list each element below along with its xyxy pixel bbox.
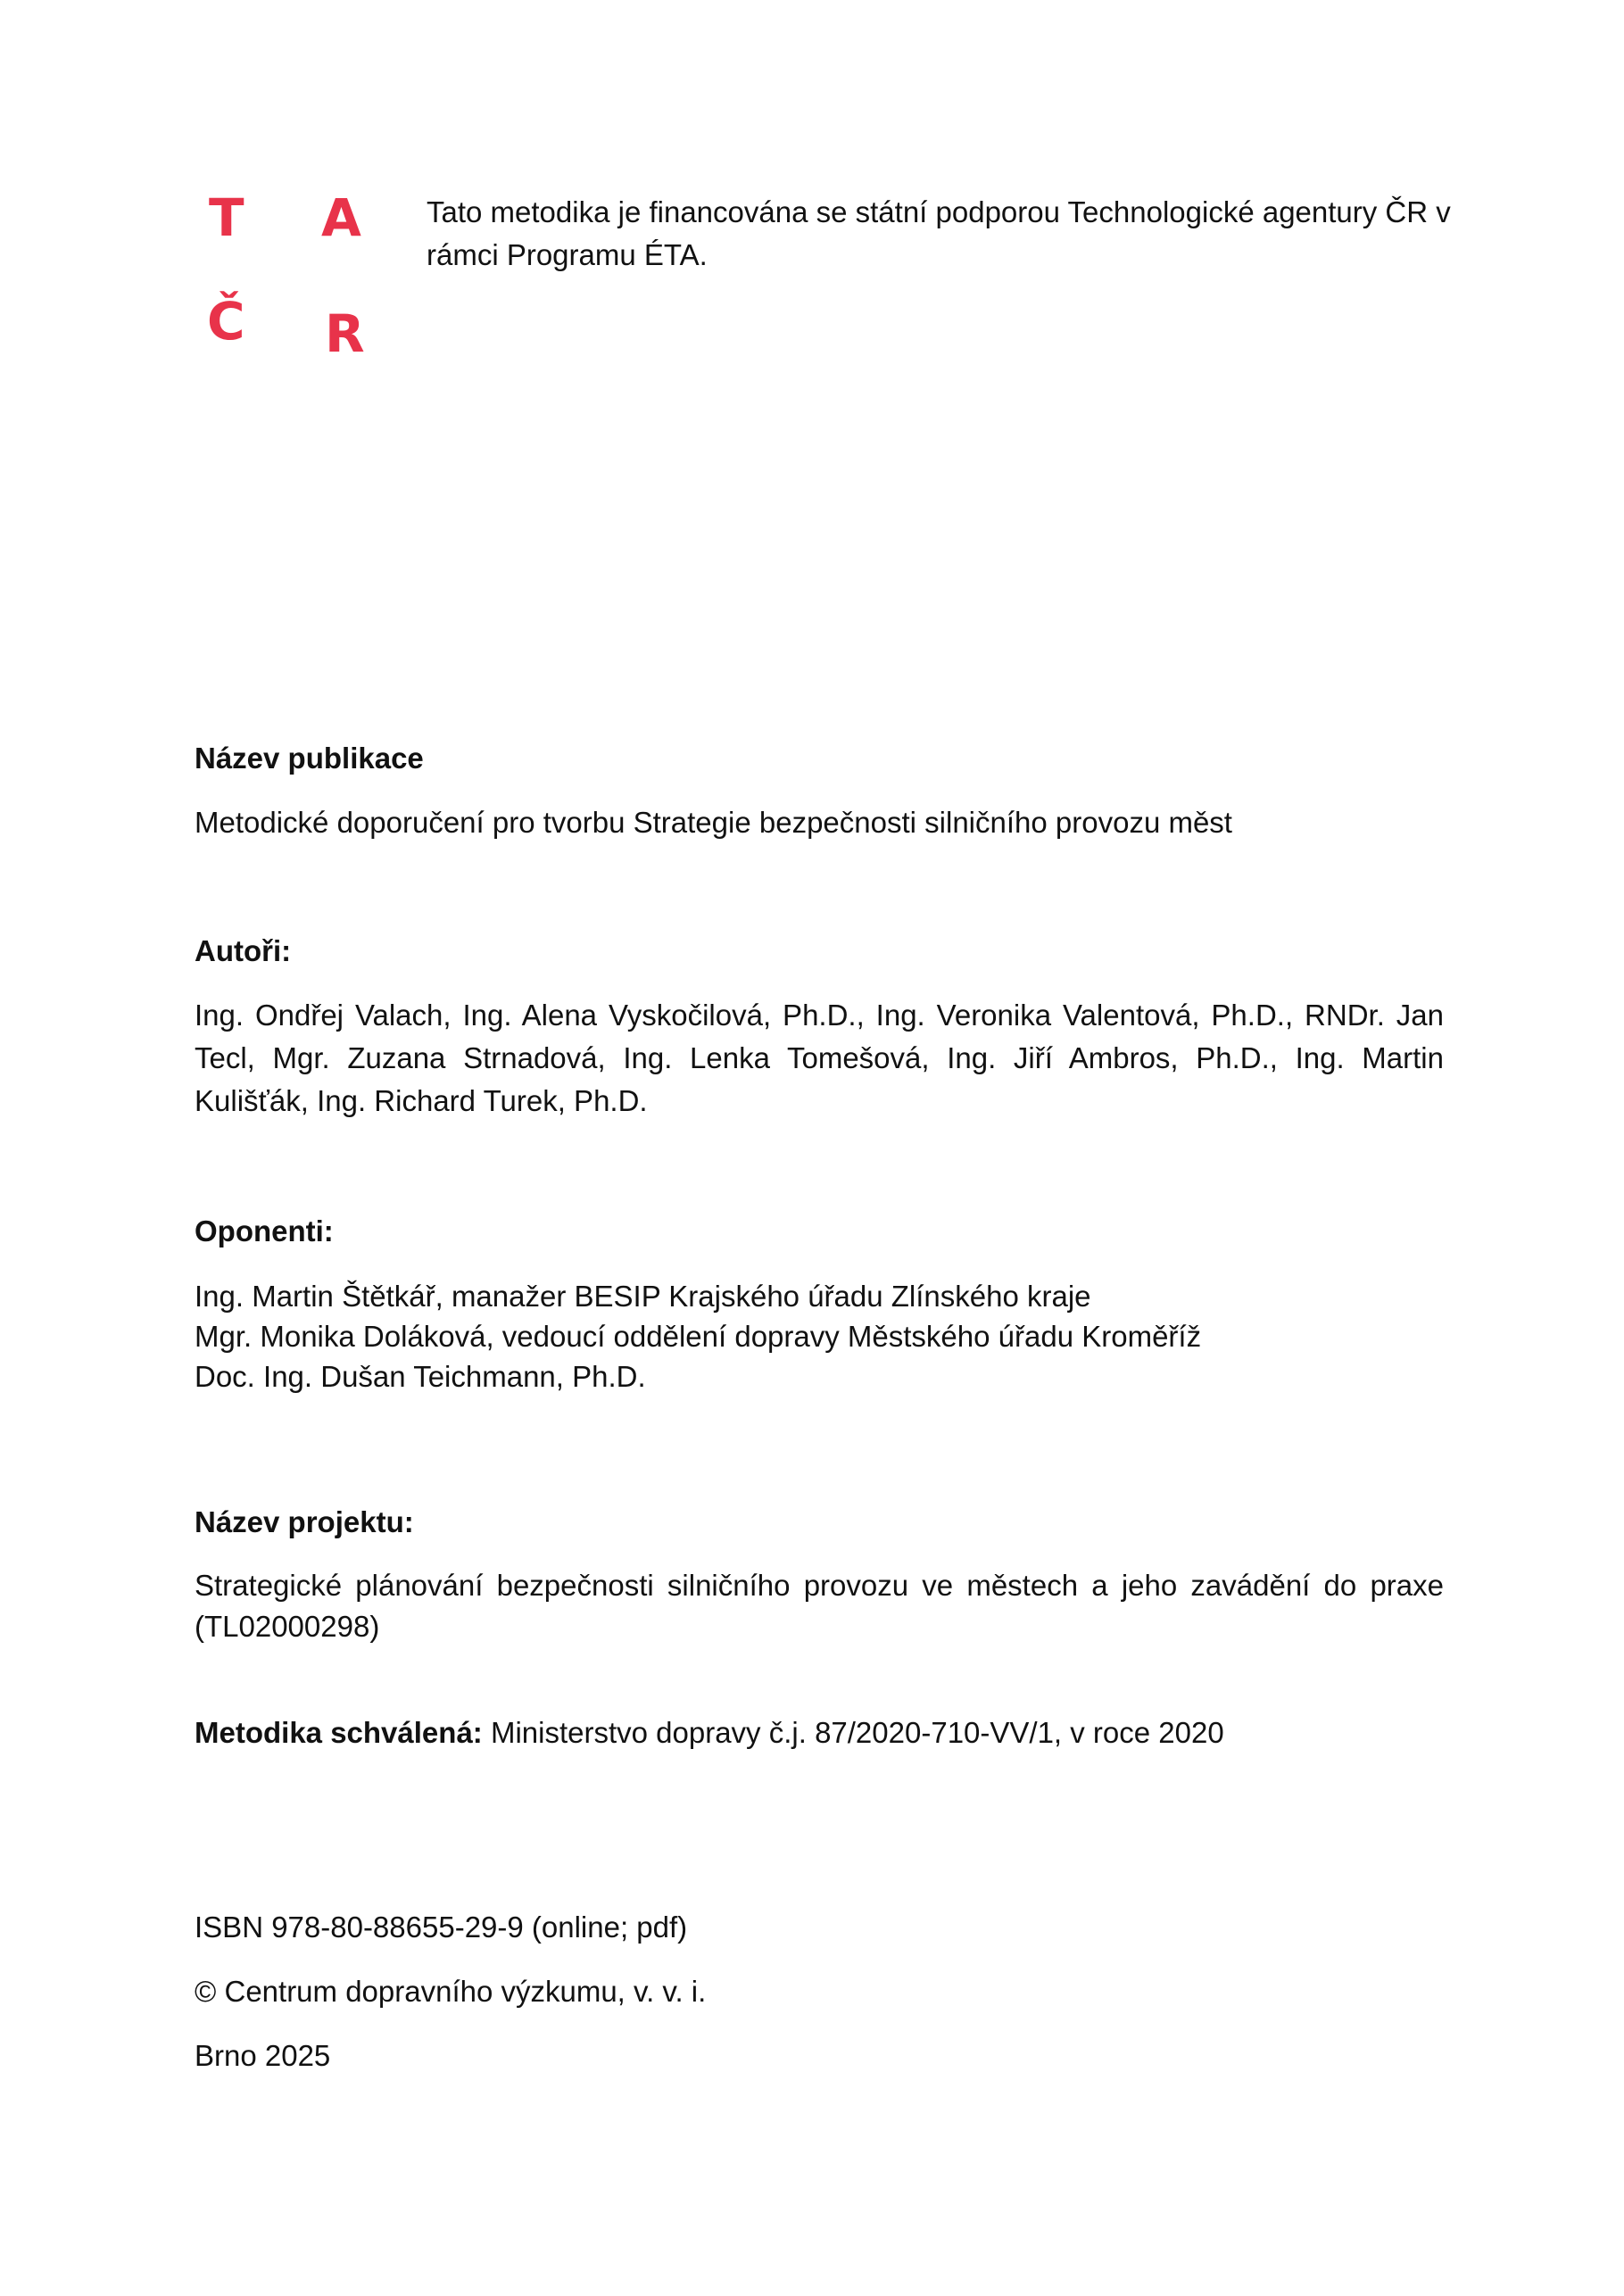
publication-title: Metodické doporučení pro tvorbu Strategie bezpečnosti silničního provozu měst xyxy=(195,806,1232,839)
logo-letter-r: R xyxy=(325,303,365,364)
authors-heading: Autoři: xyxy=(195,934,292,967)
approval-label: Metodika schválená: xyxy=(195,1716,483,1749)
opponents-list xyxy=(195,1276,1444,1397)
authors-list: Ing. Ondřej Valach, Ing. Alena Vyskočilová, Ph.D., Ing. Veronika Valentová, Ph.D., RNDr. Jan Tecl, Mgr. Zuzana Strnadová, Ing. Lenka Tomešová, Ing. Jiří Ambros, Ph.D., Ing. Martin Kulišťák, Ing. Richard Turek, Ph.D. xyxy=(195,999,1444,1117)
approval-text: Ministerstvo dopravy č.j. 87/2020-710-VV/1, v roce 2020 xyxy=(482,1716,1224,1749)
opponent-line: Doc. Ing. Dušan Teichmann, Ph.D. xyxy=(195,1360,646,1393)
copyright: © Centrum dopravního výzkumu, v. v. i. xyxy=(195,1975,707,2008)
project-heading: Název projektu: xyxy=(195,1505,414,1538)
approval-statement xyxy=(195,1712,1444,1754)
opponent-line: Mgr. Monika Doláková, vedoucí oddělení dopravy Městského úřadu Kroměříž xyxy=(195,1320,1202,1353)
funding-statement: Tato metodika je financována se státní podporou Technologické agentury ČR v rámci Programu ÉTA. xyxy=(427,195,1451,271)
logo-letter-t: T xyxy=(209,187,244,248)
place-year: Brno 2025 xyxy=(195,2039,331,2072)
opponent-line: Ing. Martin Štětkář, manažer BESIP Krajského úřadu Zlínského kraje xyxy=(195,1280,1091,1313)
publication-heading: Název publikace xyxy=(195,742,424,775)
isbn: ISBN 978-80-88655-29-9 (online; pdf) xyxy=(195,1911,688,1944)
opponents-heading: Oponenti: xyxy=(195,1214,334,1247)
logo-letter-c: Č xyxy=(207,291,245,352)
logo-letter-a: A xyxy=(321,187,361,248)
project-title: Strategické plánování bezpečnosti silničního provozu ve městech a jeho zavádění do praxe (TL02000298) xyxy=(195,1569,1444,1643)
tacr-logo xyxy=(203,183,373,364)
